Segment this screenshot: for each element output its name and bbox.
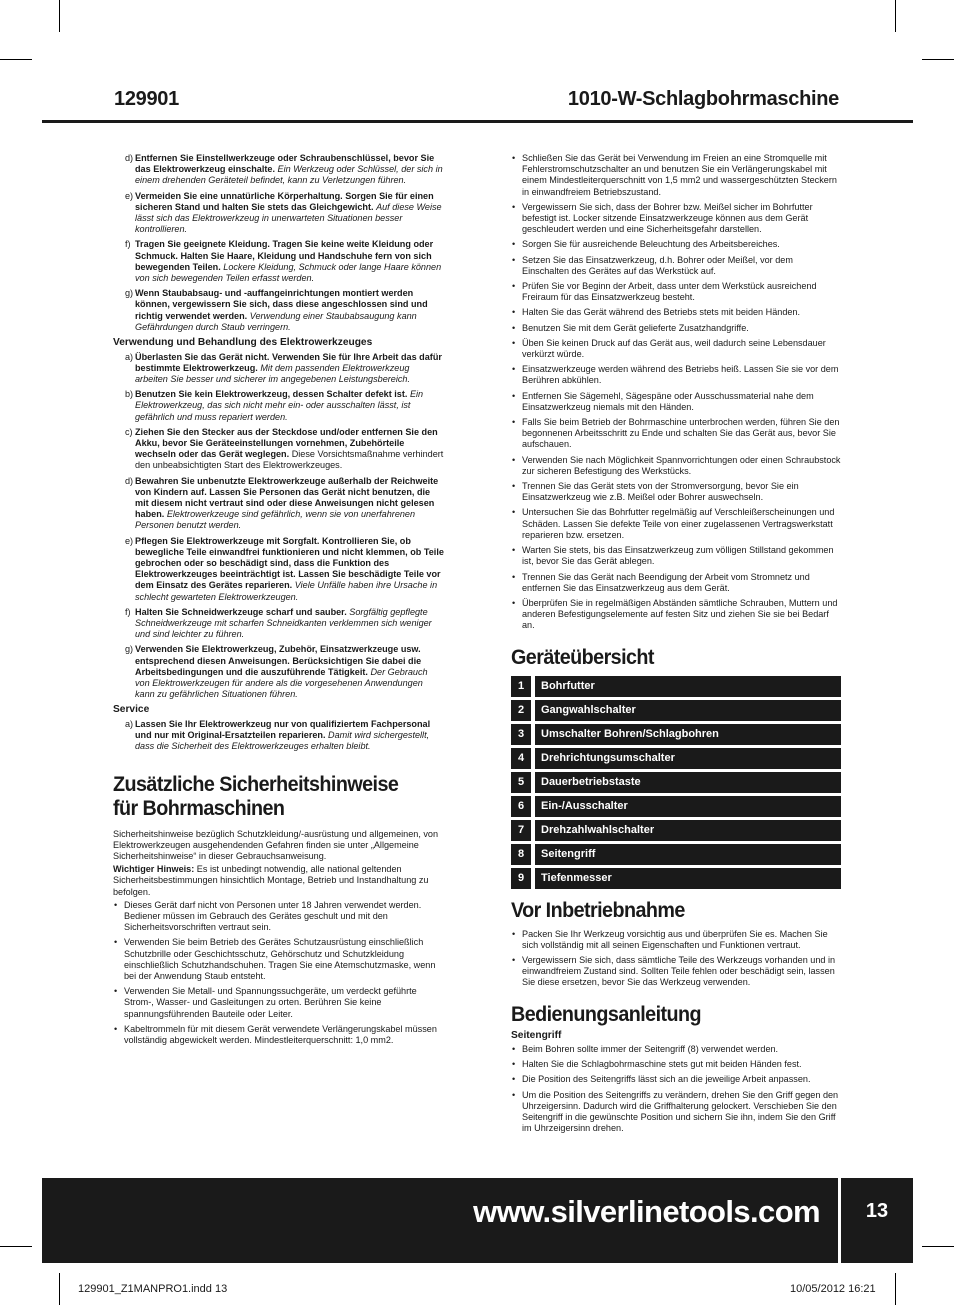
bullet-item [511, 323, 841, 334]
part-name: Dauerbetriebstaste [535, 772, 841, 793]
safety-item [113, 427, 444, 472]
crop-mark [922, 59, 954, 60]
bullet-icon: • [512, 322, 516, 333]
part-number: 4 [511, 748, 531, 769]
item-text [135, 191, 442, 235]
intro-paragraph: Sicherheitshinweise bezüglich Schutzkleidung/-ausrüstung und allgemeinen, von Elektrowerkzeugen ausgehendenden Gefahren finden sie unter „Allgemeine Sicherheitshinweise“ in dieser Gebrauchsanweisung. [113, 828, 439, 861]
crop-mark [895, 1273, 896, 1305]
bullet-text: Untersuchen Sie das Bohrfutter regelmäßig auf Verschleißerscheinungen und Schäden. Lassen Sie defekte Teile von einer zugelassenen Vertragswerkstatt reparieren bzw. ersetzen. [522, 507, 835, 540]
part-number: 9 [511, 868, 531, 889]
part-number: 2 [511, 700, 531, 721]
crop-mark [59, 0, 60, 32]
bullet-icon: • [512, 571, 516, 582]
bullet-icon: • [512, 239, 516, 250]
bullet-icon: • [512, 281, 516, 292]
parts-list [511, 676, 841, 889]
item-bold-text: Lassen Sie Ihr Elektrowerkzeug nur von qualifiziertem Fachpersonal und nur mit Original-Ersatzteilen reparieren. [135, 718, 431, 741]
bullet-item [511, 391, 841, 413]
bullet-text: Dieses Gerät darf nicht von Personen unter 18 Jahren verwendet werden. Bediener müssen im Gebrauch des Gerätes geschult und mit den Sicherheitsvorschriften vertraut sein. [124, 899, 422, 933]
item-text [135, 536, 444, 602]
bullet-icon: • [512, 254, 516, 265]
bullet-icon: • [512, 153, 516, 163]
parts-list-row [511, 844, 841, 865]
part-number: 1 [511, 676, 531, 697]
bullet-text: Die Position des Seitengriffs lässt sich an die jeweilige Arbeit anpassen. [522, 1074, 811, 1085]
item-text [135, 352, 442, 384]
bullet-icon: • [512, 481, 516, 492]
safety-item [113, 153, 444, 187]
item-italic-text: Auf diese Weise lässt sich das Elektrowerkzeug in unerwarteten Situationen besser kontrollieren. [135, 201, 442, 235]
bullet-icon: • [512, 507, 516, 518]
part-name: Seitengriff [535, 844, 841, 865]
item-bold-text: Pflegen Sie Elektrowerkzeuge mit Sorgfalt. Kontrollieren Sie, ob bewegliche Teile einwandfrei funktionieren und nicht klemmen, ob Teile gebrochen oder so beschädigt sind, dass die Funktion des Elektrowerkzeuges beeinträchtigt ist. Lassen Sie beschädigte Teile vor dem Einsatz des Gerätes reparieren. [135, 535, 444, 591]
bullet-item [511, 545, 841, 567]
bullet-icon: • [114, 937, 118, 948]
product-code: 129901 [114, 88, 179, 110]
bullet-text: Verwenden Sie nach Möglichkeit Spannvorrichtungen oder einen Schraubstock zur sicheren Befestigung des Werkstücks. [522, 454, 841, 476]
footer-band [42, 1178, 838, 1263]
bullet-text: Verwenden Sie Metall- und Spannungssuchgeräte, um verdeckt geführte Strom-, Wasser- und Gasleitungen zu orten. Berühren Sie keine spannungsführenden Bauteile oder Leiter. [124, 986, 417, 1019]
item-text [135, 476, 438, 531]
safety-item [113, 476, 444, 532]
bullet-item [113, 986, 444, 1020]
bullet-text: Verwenden Sie beim Betrieb des Gerätes Schutzausrüstung einschließlich Schutzbrille oder Geschichtsschutz, Gehörschutz und Schutzkleidung einschließlich Schutzhandschuhen. Tragen Sie eine Atemschutzmaske, wenn bei der Anwendung Staub entsteht. [124, 937, 436, 981]
parts-list-row [511, 772, 841, 793]
item-label: a) [125, 718, 134, 729]
item-italic-text: Lockere Kleidung, Schmuck oder lange Haare können von sich bewegenden Teilen erfasst werden. [135, 261, 442, 284]
part-number: 8 [511, 844, 531, 865]
crop-mark [0, 1246, 32, 1247]
bullet-icon: • [512, 454, 516, 465]
section-heading-overview: Geräteübersicht [511, 645, 654, 669]
item-label: f) [125, 239, 131, 250]
additional-safety-bullets [113, 900, 444, 1046]
item-label: b) [125, 389, 134, 400]
bullet-icon: • [512, 597, 516, 608]
safety-list-personal [113, 153, 444, 333]
bullet-icon: • [114, 899, 118, 910]
bullet-item [511, 202, 841, 236]
part-name: Drehzahlwahlschalter [535, 820, 841, 841]
bullet-item [511, 417, 841, 451]
bullet-item [511, 255, 841, 277]
crop-mark [0, 59, 32, 60]
safety-item [113, 607, 444, 641]
bullet-icon: • [512, 954, 516, 965]
part-name: Gangwahlschalter [535, 700, 841, 721]
bullet-item [511, 153, 841, 198]
left-column [113, 153, 444, 1050]
bullet-icon: • [512, 201, 516, 212]
item-label: a) [125, 351, 134, 362]
bullet-text: Benutzen Sie mit dem Gerät gelieferte Zusatzhandgriffe. [522, 322, 749, 333]
bullet-text: Überprüfen Sie in regelmäßigen Abständen sämtliche Schrauben, Muttern und anderen Befestigungselemente auf festen Sitz und ziehen Sie sie bei Bedarf an. [522, 597, 838, 631]
item-italic-text: Mit dem passenden Elektrowerkzeug arbeiten Sie besser und sicherer im angegebenen Leistungsbereich. [135, 362, 411, 384]
website-link[interactable]: www.silverlinetools.com [473, 1194, 820, 1229]
part-number: 3 [511, 724, 531, 745]
item-italic-text: Ein Werkzeug oder Schlüssel, der sich in einem drehenden Geräteteil befindet, kann zu Verletzungen führen. [135, 164, 443, 186]
bullet-icon: • [512, 417, 516, 428]
item-bold-text: Verwenden Sie Elektrowerkzeug, Zubehör, Einsatzwerkzeuge usw. entsprechend diesen Anweisungen. Berücksichtigen Sie dabei die Arbeitsbedingungen und die auszuführende Tätigkeit. [135, 644, 422, 677]
item-bold-text: Bewahren Sie unbenutzte Elektrowerkzeuge außerhalb der Reichweite von Kindern auf. Lassen Sie Personen das Gerät nicht benutzen, die mit diesem nicht vertraut sind oder diese Anweisungen nicht gelesen haben. [135, 475, 439, 520]
bullet-icon: • [512, 1089, 516, 1100]
header-rule [42, 120, 913, 123]
preparation-bullets [511, 929, 841, 989]
subheading-service: Service [113, 704, 150, 716]
item-label: g) [125, 644, 134, 655]
page-header [42, 84, 913, 122]
manual-bullets [511, 1044, 841, 1134]
bullet-text: Sorgen Sie für ausreichende Beleuchtung des Arbeitsbereiches. [522, 239, 780, 250]
safety-list-service [113, 719, 444, 753]
bullet-item [511, 598, 841, 632]
section-heading-preparation: Vor Inbetriebnahme [511, 898, 685, 922]
bullet-item [511, 481, 841, 503]
item-italic-text: Der Gebrauch von Elektrowerkzeugen für andere als die vorgesehenen Anwendungen kann zu gefährlichen Situationen führen. [135, 666, 428, 700]
bullet-text: Warten Sie stets, bis das Einsatzwerkzeug zum völligen Stillstand gekommen ist, bevor Sie das Gerät ablegen. [522, 545, 834, 567]
bullet-text: Beim Bohren sollte immer der Seitengriff (8) verwendet werden. [522, 1044, 779, 1055]
crop-mark [895, 0, 896, 32]
item-text [135, 719, 430, 751]
subheading-usage: Verwendung und Behandlung des Elektrowerkzeuges [113, 337, 373, 349]
bullet-item [511, 364, 841, 386]
item-label: e) [125, 190, 134, 201]
item-italic-text: Ein Elektrowerkzeug, das sich nicht mehr ein- oder ausschalten lässt, ist gefährlich und muss repariert werden. [135, 389, 424, 422]
bullet-text: Entfernen Sie Sägemehl, Sägespäne oder Ausschussmaterial nahe dem Einsatzwerkzeug niemals mit den Händen. [522, 390, 814, 412]
parts-list-row [511, 868, 841, 889]
bullet-item [511, 455, 841, 477]
part-number: 6 [511, 796, 531, 817]
item-label: g) [125, 288, 134, 299]
crop-mark [59, 1273, 60, 1305]
subheading-side-handle: Seitengriff [511, 1029, 562, 1041]
section-heading-additional-safety: Zusätzliche Sicherheitshinweise für Bohrmaschinen [113, 772, 399, 820]
bullet-item [511, 507, 841, 541]
item-bold-text: Vermeiden Sie eine unnatürliche Körperhaltung. Sorgen Sie für einen sicheren Stand und halten Sie stets das Gleichgewicht. [135, 190, 434, 212]
item-italic-text: Verwendung einer Staubabsaugung kann Gefährdungen durch Staub verringern. [135, 310, 417, 332]
safety-bullets-continued [511, 153, 841, 632]
bullet-item [511, 955, 841, 989]
bullet-icon: • [114, 986, 118, 997]
bullet-item [511, 929, 841, 951]
item-label: f) [125, 606, 131, 617]
item-label: d) [125, 153, 134, 163]
bullet-icon: • [512, 307, 516, 318]
bullet-text: Trennen Sie das Gerät stets von der Stromversorgung, bevor Sie ein Einsatzwerkzeug wie z.B. Meißel oder Bohrer auswechseln. [522, 481, 799, 503]
item-text [135, 644, 428, 699]
bullet-text: Halten Sie die Schlagbohrmaschine stets gut mit beiden Händen fest. [522, 1059, 802, 1070]
bullet-icon: • [114, 1023, 118, 1034]
bullet-icon: • [512, 545, 516, 556]
bullet-icon: • [512, 364, 516, 375]
bullet-icon: • [512, 928, 516, 939]
bullet-text: Packen Sie Ihr Werkzeug vorsichtig aus und überprüfen Sie es. Machen Sie sich vollständig mit all seinen Eigenschaften und Funktionen vertraut. [522, 928, 828, 950]
safety-item [113, 288, 444, 333]
safety-item [113, 389, 444, 423]
item-label: d) [125, 475, 134, 486]
bullet-text: Falls Sie beim Betrieb der Bohrmaschine unterbrochen werden, führen Sie den begonnenen Arbeitsschritt zu Ende und schalten Sie das Gerät aus, bevor Sie aufschauen. [522, 417, 840, 450]
bullet-icon: • [512, 1059, 516, 1070]
bullet-text: Um die Position des Seitengriffs zu verändern, drehen Sie den Griff gegen den Uhrzeigersinn. Dadurch wird die Griffhalterung gelockert. Verschieben Sie den Seitengriff in die gewünschte Position und sichern Sie ihn, indem Sie den Griff im Uhrzeigersinn drehen. [522, 1089, 839, 1134]
item-bold-text: Halten Sie Schneidwerkzeuge scharf und sauber. [135, 606, 347, 617]
bullet-item [113, 937, 444, 982]
bullet-item [511, 281, 841, 303]
bullet-item [511, 572, 841, 594]
bullet-item [511, 1044, 841, 1055]
bullet-item [511, 338, 841, 360]
bullet-item [511, 239, 841, 250]
bullet-icon: • [512, 1074, 516, 1085]
bullet-item [113, 900, 444, 934]
safety-item [113, 536, 444, 603]
bullet-icon: • [512, 337, 516, 348]
safety-item [113, 644, 444, 700]
parts-list-row [511, 724, 841, 745]
safety-item [113, 191, 444, 236]
bullet-text: Setzen Sie das Einsatzwerkzeug, d.h. Bohrer oder Meißel, vor dem Einschalten des Gerätes auf das Werkstück auf. [522, 254, 793, 276]
bullet-icon: • [512, 1044, 516, 1055]
important-note [113, 864, 444, 898]
print-slug-file: 129901_Z1MANPRO1.indd 13 [78, 1283, 228, 1295]
item-normal-text: Diese Vorsichtsmaßnahme verhindert den unbeabsichtigten Start des Elektrowerkzeuges. [135, 449, 444, 471]
part-name: Umschalter Bohren/Schlagbohren [535, 724, 841, 745]
item-bold-text: Tragen Sie geeignete Kleidung. Tragen Sie keine weite Kleidung oder Schmuck. Halten Sie Haare, Kleidung und Handschuhe fern von sich bewegenden Teilen. [135, 239, 434, 272]
bullet-item [511, 1090, 841, 1135]
bullet-text: Kabeltrommeln für mit diesem Gerät verwendete Verlängerungskabel müssen vollständig abgewickelt werden. Mindestleiterquerschnitt: 1,0 mm2. [124, 1023, 437, 1045]
part-name: Ein-/Ausschalter [535, 796, 841, 817]
item-bold-text: Benutzen Sie kein Elektrowerkzeug, dessen Schalter defekt ist. [135, 389, 408, 400]
bullet-item [511, 1059, 841, 1070]
print-slug-date: 10/05/2012 16:21 [790, 1283, 876, 1295]
safety-item [113, 719, 444, 753]
parts-list-row [511, 796, 841, 817]
item-italic-text: Elektrowerkzeuge sind gefährlich, wenn sie von unerfahrenen Personen benutzt werden. [135, 509, 416, 531]
item-text [135, 427, 443, 471]
bullet-text: Halten Sie das Gerät während des Betriebs stets mit beiden Händen. [522, 307, 801, 318]
safety-item [113, 352, 444, 386]
part-name: Tiefenmesser [535, 868, 841, 889]
parts-list-row [511, 676, 841, 697]
safety-list-usage [113, 352, 444, 701]
part-number: 7 [511, 820, 531, 841]
item-bold-text: Entfernen Sie Einstellwerkzeuge oder Schraubenschlüssel, bevor Sie das Elektrowerkzeug einschalte. [135, 153, 435, 175]
safety-item [113, 239, 444, 284]
bullet-text: Trennen Sie das Gerät nach Beendigung der Arbeit vom Stromnetz und entfernen Sie das Einsatzwerkzeug aus dem Gerät. [522, 571, 810, 593]
item-label: c) [125, 426, 133, 437]
parts-list-row [511, 700, 841, 721]
part-name: Bohrfutter [535, 676, 841, 697]
item-text [135, 607, 432, 639]
page-number: 13 [841, 1178, 913, 1263]
bullet-text: Einsatzwerkzeuge werden während des Betriebs heiß. Lassen Sie sie vor dem Berühren abkühlen. [522, 364, 839, 386]
bullet-icon: • [512, 390, 516, 401]
item-label: e) [125, 535, 134, 546]
bullet-item [511, 1074, 841, 1085]
item-italic-text: Sorgfältig gepflegte Schneidwerkzeuge mit scharfen Schneidkanten verklemmen sich weniger und sind leichter zu führen. [135, 606, 432, 640]
part-name: Drehrichtungsumschalter [535, 748, 841, 769]
parts-list-row [511, 748, 841, 769]
item-bold-text: Ziehen Sie den Stecker aus der Steckdose und/oder entfernen Sie den Akku, bevor Sie Geräteeinstellungen vornehmen, Zubehörteile wechseln oder das Gerät weglegen. [135, 426, 438, 460]
right-column [511, 153, 841, 1138]
parts-list-row [511, 820, 841, 841]
part-number: 5 [511, 772, 531, 793]
item-text [135, 153, 443, 185]
bullet-text: Prüfen Sie vor Beginn der Arbeit, dass unter dem Werkstück ausreichend Freiraum für das Einsatzwerkzeug besteht. [522, 281, 817, 303]
important-note-text: Es ist unbedingt notwendig, alle national geltenden Sicherheitsbestimmungen hinsichtlich Montage, Betrieb und Instandhaltung zu befolgen. [113, 864, 429, 897]
crop-mark [922, 1246, 954, 1247]
bullet-text: Üben Sie keinen Druck auf das Gerät aus, weil dadurch seine Lebensdauer verkürzt würde. [522, 337, 826, 360]
product-title: 1010-W-Schlagbohrmaschine [567, 88, 839, 110]
item-text [135, 389, 423, 421]
bullet-text: Vergewissern Sie sich, dass sämtliche Teile des Werkzeugs vorhanden und in einwandfreiem Zustand sind. Sollten Teile fehlen oder beschädigt sein, lassen Sie diese ersetzen, bevor Sie das Werkzeug verwenden. [522, 954, 836, 988]
bullet-item [511, 307, 841, 318]
item-bold-text: Überlasten Sie das Gerät nicht. Verwenden Sie für Ihre Arbeit das dafür bestimmte Elektrowerkzeug. [135, 351, 442, 373]
bullet-text: Vergewissern Sie sich, dass der Bohrer bzw. Meißel sicher im Bohrfutter befestigt ist. Locker sitzende Einsatzwerkzeuge können aus dem Gerät geschleudert werden und eine Sicherheitsgefahr darstellen. [522, 201, 813, 235]
item-italic-text: Damit wird sichergestellt, dass die Sicherheit des Elektrowerkzeuges erhalten bleibt. [135, 730, 430, 752]
item-bold-text: Wenn Staubabsaug- und -auffangeinrichtungen montiert werden können, vergewissern Sie sich, dass diese angeschlossen sind und richtig verwendet werden. [135, 288, 428, 321]
section-heading-manual: Bedienungsanleitung [511, 1002, 701, 1026]
bullet-item [113, 1024, 444, 1046]
important-note-label: Wichtiger Hinweis: [113, 864, 195, 875]
bullet-text: Schließen Sie das Gerät bei Verwendung im Freien an eine Stromquelle mit Fehlerstromschutzschalter an und benutzen Sie ein Verlängerungskabel mit einem Mindestleiterquerschnitt von 1,5 mm2 und wassergeschützten Steckern in einwandfreiem Betriebszustand. [522, 153, 837, 197]
item-italic-text: Viele Unfälle haben ihre Ursache in schlecht gewarteten Elektrowerkzeugen. [135, 580, 438, 602]
item-text [135, 288, 428, 332]
item-text [135, 239, 441, 283]
